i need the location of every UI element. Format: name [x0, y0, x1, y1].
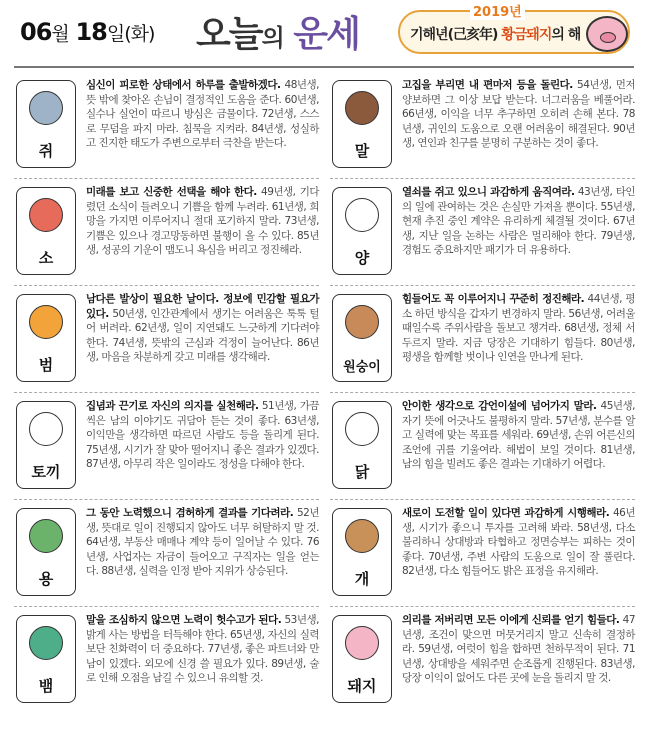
zodiac-entry — [330, 72, 635, 179]
zodiac-entry — [330, 393, 635, 500]
badge-text-b: 황금돼지 — [501, 27, 552, 43]
zodiac-animal-label: 뱀 — [38, 677, 54, 695]
fortune-headline: 심신이 피로한 상태에서 하루를 출발하겠다. — [86, 79, 281, 91]
zodiac-icon-box — [16, 294, 76, 382]
fortune-body: 52년생, 뜻대로 일이 진행되지 않아도 너무 허탈하지 말 것. 64년생, 부동산 매매나 계약 등이 일어날 수 있다. 76년생, 사업자는 자금이 들어오고 구직자는 일을 얻는다. 88년생, 실력을 인정 받아 지위가 상승된다. — [86, 507, 319, 578]
zodiac-entry — [330, 179, 635, 286]
right-column — [330, 72, 635, 714]
zodiac-entry — [330, 286, 635, 393]
pig-icon — [586, 16, 628, 52]
zodiac-entry — [14, 286, 319, 393]
pig-icon — [345, 626, 379, 660]
fortune-headline: 말을 조심하지 않으면 노력이 헛수고가 된다. — [86, 614, 282, 626]
zodiac-icon-box — [332, 80, 392, 168]
fortune-body: 47년생, 조건이 맞으면 머뭇거리지 말고 신속히 결정하라. 59년생, 여럿이 힘을 합하면 천하무적이 된다. 71년생, 상대방을 세워주면 순조롭게 진행된다. 83년생, 당장 이익이 없어도 다른 곳에 눈을 돌리지 말 것. — [402, 614, 636, 685]
zodiac-animal-label: 소 — [38, 249, 54, 267]
zodiac-animal-label: 용 — [38, 570, 54, 588]
fortune-body: 51년생, 가끔씩은 남의 이야기도 귀담아 듣는 것이 좋다. 63년생, 이익만을 생각하면 따르던 사람도 등을 돌리게 된다. 75년생, 시기가 잘 맞아 떨어지니 좋은 결과가 있겠다. 87년생, 아무리 작은 일이라도 정성을 다해야 한다. — [86, 400, 320, 471]
fortune-text — [86, 399, 319, 472]
badge-text-a: 기해년(己亥年) — [410, 27, 498, 43]
fortune-text — [86, 185, 319, 258]
fortune-headline: 미래를 보고 신중한 선택을 해야 한다. — [86, 186, 257, 198]
fortune-headline: 고집을 부리면 내 편마저 등을 돌린다. — [402, 79, 573, 91]
fortune-text — [86, 506, 319, 579]
zodiac-entry — [14, 72, 319, 179]
fortune-headline: 의리를 저버리면 모든 이에게 신뢰를 얻기 힘들다. — [402, 614, 620, 626]
zodiac-icon-box — [332, 187, 392, 275]
zodiac-icon-box — [332, 508, 392, 596]
zodiac-animal-label: 말 — [354, 142, 370, 160]
fortune-body: 45년생, 자기 뜻에 어긋나도 불평하지 말라. 57년생, 분수를 알고 실력에 맞는 목표를 세워라. 69년생, 손위 어른신의 조언에 귀를 기울여라. 해법이 보일 것이다. 81년생, 남의 힘을 빌려도 좋은 결과는 기대하기 어렵다. — [402, 400, 636, 471]
monkey-icon — [345, 305, 379, 339]
fortune-body: 46년생, 시기가 좋으니 투자를 고려해 봐라. 58년생, 다소 불리하니 상대방과 타협하고 정면승부는 피하는 것이 좋다. 70년생, 주변 사람의 도움으로 일이 잘 풀린다. 82년생, 다소 힘들어도 밝은 표정을 유지해라. — [402, 507, 635, 578]
fortune-text — [402, 613, 635, 686]
fortune-headline: 힘들어도 꼭 이루어지니 꾸준히 정진해라. — [402, 293, 585, 305]
zodiac-icon-box — [16, 80, 76, 168]
page-title — [196, 6, 359, 57]
fortune-body: 49년생, 기다렸던 소식이 들려오니 기쁨을 함께 누려라. 61년생, 희망을 가지면 이루어지니 절대 포기하지 말라. 73년생, 기쁨은 있으나 경고망동하면 불행이 올 수 있다. 85년생, 성공의 기운이 맴도니 욕심을 버리고 정진해라. — [86, 186, 319, 257]
zodiac-animal-label: 범 — [38, 356, 54, 374]
zodiac-animal-label: 돼지 — [347, 677, 377, 695]
zodiac-icon-box — [16, 401, 76, 489]
month-unit: 월 — [51, 23, 69, 45]
fortune-text — [402, 185, 635, 258]
zodiac-icon-box — [332, 401, 392, 489]
zodiac-animal-label: 닭 — [354, 463, 370, 481]
badge-year: 2019년 — [470, 1, 525, 20]
zodiac-entry — [14, 500, 319, 607]
fortune-body: 50년생, 인간관계에서 생기는 어려움은 툭툭 털어 버려라. 62년생, 일이 지연돼도 느긋하게 기다려야 한다. 74년생, 뜻밖의 근심과 걱정이 늘어난다. 86년생, 마음을 차분하게 갖고 미래를 생각해라. — [86, 307, 319, 364]
zodiac-entry — [330, 500, 635, 607]
fortune-headline: 안이한 생각으로 감언이설에 넘어가지 말라. — [402, 400, 597, 412]
rat-icon — [29, 91, 63, 125]
fortune-body: 54년생, 먼저 양보하면 그 이상 보답 받는다. 너그러움을 베풀어라. 66년생, 이익을 너무 추구하면 오히려 손해 본다. 78년생, 귀인의 도움으로 오랜 어려움이 해결된다. 90년생, 연인과 친구를 분명히 구분하는 것이 좋다. — [402, 79, 635, 150]
zodiac-entry — [14, 393, 319, 500]
fortune-headline: 열쇠를 쥐고 있으니 과감하게 움직여라. — [402, 186, 575, 198]
zodiac-icon-box — [332, 294, 392, 382]
day-number: 18 — [75, 18, 107, 46]
zodiac-animal-label: 쥐 — [38, 142, 54, 160]
sheep-icon — [345, 198, 379, 232]
zodiac-icon-box — [16, 187, 76, 275]
fortune-text — [402, 506, 635, 579]
zodiac-entry — [14, 179, 319, 286]
fortune-text — [402, 292, 635, 365]
zodiac-icon-box — [16, 508, 76, 596]
day-unit: 일(화) — [106, 23, 155, 45]
horse-icon — [345, 91, 379, 125]
fortune-headline: 새로이 도전할 일이 있다면 과감하게 시행해라. — [402, 507, 610, 519]
fortune-text — [86, 292, 319, 365]
badge-text-c: 의 해 — [551, 27, 581, 43]
zodiac-entry — [330, 607, 635, 714]
zodiac-icon-box — [16, 615, 76, 703]
title-part-c: 운세 — [293, 14, 359, 55]
month-number: 06 — [20, 18, 52, 46]
zodiac-animal-label: 토끼 — [31, 463, 61, 481]
zodiac-animal-label: 원숭이 — [343, 360, 381, 375]
fortune-body: 53년생, 밝게 사는 방법을 터득해야 한다. 65년생, 자신의 실력보단 친화력이 더 중요하다. 77년생, 좋은 파트너와 만남이 있겠다. 외모에 신경 쓸 필요가 있다. 89년생, 술로 인해 오점을 남길 수 있으니 유의할 것. — [86, 614, 319, 685]
title-part-b: 의 — [261, 24, 283, 52]
badge-text — [410, 24, 580, 44]
fortune-text — [402, 399, 635, 472]
zodiac-icon-box — [332, 615, 392, 703]
tiger-icon — [29, 305, 63, 339]
snake-icon — [29, 626, 63, 660]
fortune-text — [86, 78, 319, 151]
rooster-icon — [345, 412, 379, 446]
fortune-body: 43년생, 타인의 일에 관여하는 것은 손실만 가져올 뿐이다. 55년생, 현재 추진 중인 계약은 유리하게 체결될 것이다. 67년생, 지난 일을 논하는 사람은 멀리해야 한다. 79년생, 경험도 중요하지만 패기가 더 유용하다. — [402, 186, 636, 257]
fortune-headline: 그 동안 노력했으니 겸허하게 결과를 기다려라. — [86, 507, 294, 519]
fortune-headline: 집념과 끈기로 자신의 의지를 실천해라. — [86, 400, 259, 412]
date-label — [20, 18, 154, 46]
fortune-body: 48년생, 뜻 밖에 찾아온 손님이 결정적인 도움을 준다. 60년생, 실수나 실언이 따르니 방심은 금물이다. 72년생, 스스로 무덤을 파지 마라. 침묵을 지켜라. 84년생, 성실하고 진지한 태도가 주변으로부터 극찬을 받는다. — [86, 79, 320, 150]
fortune-text — [402, 78, 635, 151]
zodiac-animal-label: 개 — [354, 570, 370, 588]
zodiac-entry — [14, 607, 319, 714]
fortune-text — [86, 613, 319, 686]
header-divider — [14, 66, 634, 68]
dog-icon — [345, 519, 379, 553]
dragon-icon — [29, 519, 63, 553]
pig-snout-icon — [600, 32, 616, 43]
fortune-body: 44년생, 평소 하던 방식을 갑자기 변경하지 말라. 56년생, 어려울 때일수록 주위사람을 돌보고 챙겨라. 68년생, 정체 서두르지 말라. 지금 당장은 기대하기 힘들다. 80년생, 평생을 함께할 벗이나 인연을 만나게 된다. — [402, 293, 636, 364]
fortune-headline: 남다른 발상이 필요한 날이다. 정보에 민감할 필요가 있다. — [86, 293, 319, 320]
zodiac-animal-label: 양 — [354, 249, 370, 267]
page-header — [0, 0, 649, 62]
rabbit-icon — [29, 412, 63, 446]
left-column — [14, 72, 319, 714]
ox-icon — [29, 198, 63, 232]
title-part-a: 오늘 — [196, 14, 262, 55]
